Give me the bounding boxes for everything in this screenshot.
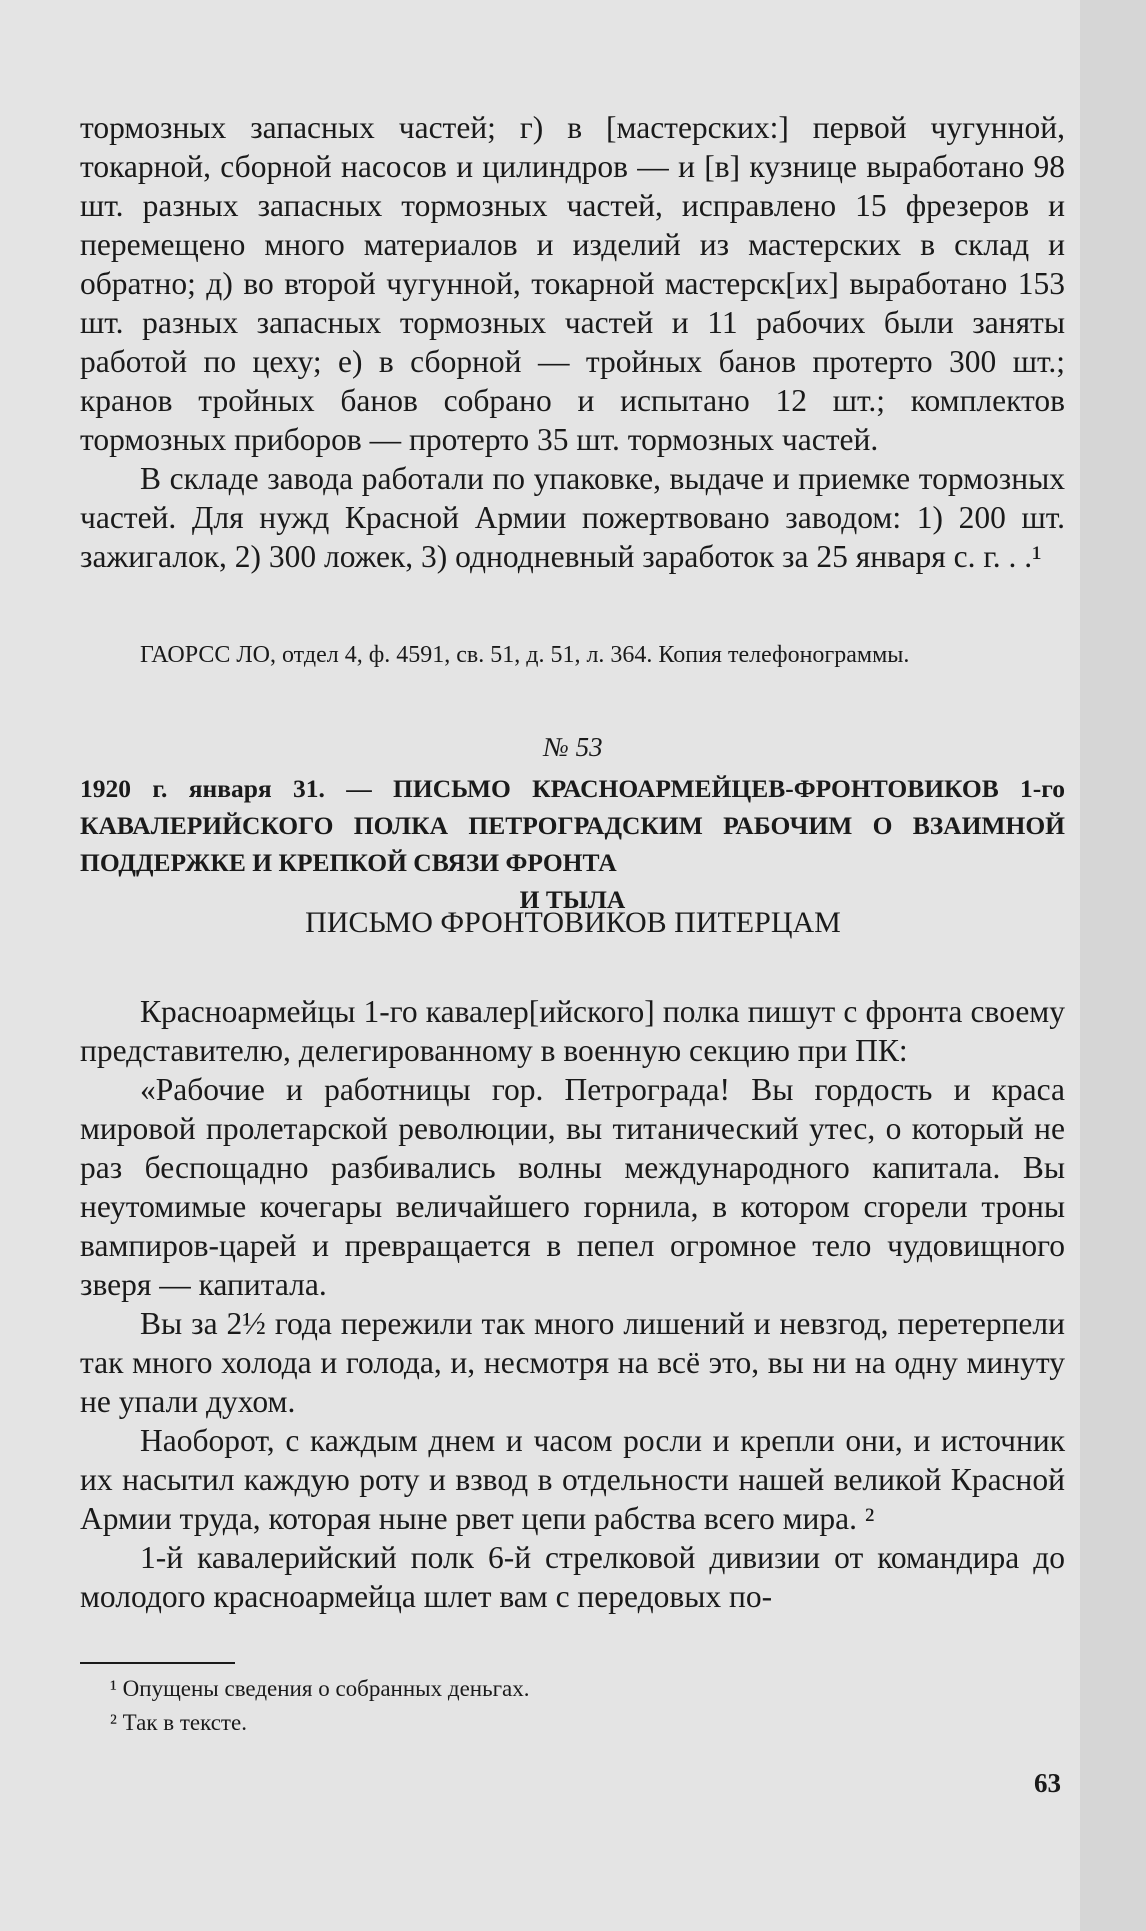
page-edge (1080, 0, 1146, 1931)
page-number: 63 (1034, 1768, 1061, 1798)
letter-paragraph: «Рабочие и работницы гор. Петрограда! Вы гордость и краса мировой пролетарской революции, вы титанический утес, о который не раз беспощадно разбивались волны международного капитала. Вы неутомимые кочегары величайшего горнила, в котором сгорели троны вампиров-царей и превращается в пепел огромное тело чудовищного зверя — капитала. (80, 1072, 1065, 1302)
document-heading-text: — ПИСЬМО КРАСНОАРМЕЙЦЕВ-ФРОНТОВИКОВ 1-го КАВАЛЕРИЙСКОГО ПОЛКА ПЕТРОГРАДСКИМ РАБОЧИМ О ВЗАИМНОЙ ПОДДЕРЖКЕ И КРЕПКОЙ СВЯЗИ ФРОНТА (80, 774, 1065, 877)
footnotes (110, 1672, 1010, 1740)
footnote-divider (80, 1662, 235, 1664)
letter-text (80, 992, 1065, 1616)
archive-source-note: ГАОРСС ЛО, отдел 4, ф. 4591, св. 51, д. 51, л. 364. Копия телефонограммы. (140, 642, 910, 668)
letter-paragraph: Красноармейцы 1-го кавалер[ийского] полка пишут с фронта своему представителю, делегированному в военную секцию при ПК: (80, 994, 1065, 1068)
document-heading (80, 770, 1065, 918)
letter-title: ПИСЬМО ФРОНТОВИКОВ ПИТЕРЦАМ (305, 906, 841, 939)
top-text (80, 108, 1065, 576)
document-date: 1920 г. января 31. (80, 774, 325, 803)
footnote-1: ¹ Опущены сведения о собранных деньгах. (110, 1676, 530, 1701)
footnote-2: ² Так в тексте. (110, 1710, 247, 1735)
letter-paragraph: Вы за 2½ года пережили так много лишений и невзгод, перетерпели так много холода и голода, и, несмотря на всё это, вы ни на одну минуту не упали духом. (80, 1306, 1065, 1419)
paragraph-continued: тормозных запасных частей; г) в [мастерских:] первой чугунной, токарной, сборной насосов и цилиндров — и [в] кузнице выработано 98 шт. разных запасных тормозных частей, исправлено 15 фрезеров и перемещено много материалов и изделий из мастерских в склад и обратно; д) во второй чугунной, токарной мастерск[их] выработано 153 шт. разных запасных тормозных частей и 11 рабочих были заняты работой по цеху; е) в сборной — тройных банов протерто 300 шт.; кранов тройных банов собрано и испытано 12 шт.; комплектов тормозных приборов — протерто 35 шт. тормозных частей. (80, 110, 1065, 457)
document-number: № 53 (543, 732, 603, 762)
letter-paragraph: 1-й кавалерийский полк 6-й стрелковой дивизии от командира до молодого красноармейца шлет вам с передовых по- (80, 1540, 1065, 1614)
paragraph-warehouse: В складе завода работали по упаковке, выдаче и приемке тормозных частей. Для нужд Красной Армии пожертвовано заводом: 1) 200 шт. зажигалок, 2) 300 ложек, 3) однодневный заработок за 25 января с. г. . .¹ (80, 461, 1065, 574)
letter-paragraph: Наоборот, с каждым днем и часом росли и крепли они, и источник их насытил каждую роту и взвод в отдельности нашей великой Красной Армии труда, которая ныне рвет цепи рабства всего мира. ² (80, 1423, 1065, 1536)
document-heading-last-line: И ТЫЛА (519, 885, 626, 914)
